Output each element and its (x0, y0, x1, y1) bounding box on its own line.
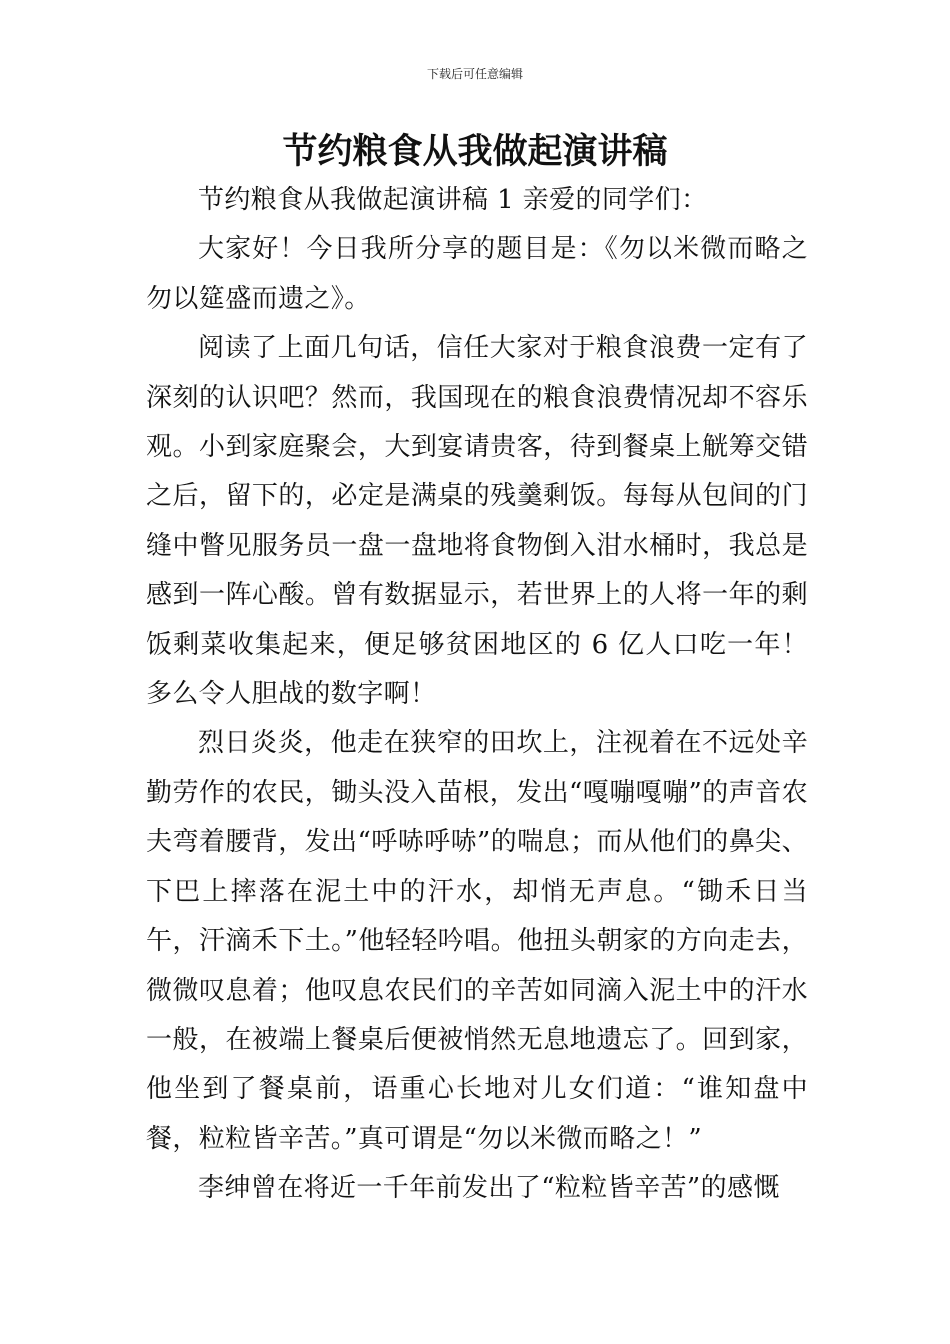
paragraph-li-shen: 李绅曾在将近一千年前发出了“粒粒皆辛苦”的感慨 (198, 1173, 780, 1204)
paragraph-topic: 大家好！今日我所分享的题目是：《勿以米微而略之勿以筵盛而遗之》。 (146, 234, 808, 314)
paragraph-waste: 阅读了上面几句话，信任大家对于粮食浪费一定有了深刻的认识吧？然而，我国现在的粮食浪费情况却不容乐观。小到家庭聚会，大到宴请贵客，待到餐桌上觥筹交错之后，留下的，必定是满桌的残羹剩饭。每每从包间的门缝中瞥见服务员一盘一盘地将食物倒入泔水桶时，我总是感到一阵心酸。曾有数据显示，若世界上的人将一年的剩饭剩菜收集起来，便足够贫困地区的 6 亿人口吃一年！多么令人胆战的数字啊！ (146, 333, 808, 710)
document-title: 节约粮食从我做起演讲稿 (282, 132, 668, 172)
paragraph-intro: 节约粮食从我做起演讲稿 1 亲爱的同学们： (198, 185, 708, 215)
paragraph-farmers: 烈日炎炎，他走在狭窄的田坎上，注视着在不远处辛勤劳作的农民，锄头没入苗根，发出“嘎嘣嘎嘣”的声音农夫弯着腰背，发出“呼哧呼哧”的喘息；而从他们的鼻尖、下巴上摔落在泥土中的汗水，却悄无声息。“锄禾日当午，汗滴禾下土。”他轻轻吟唱。他扭头朝家的方向走去，微微叹息着；他叹息农民们的辛苦如同滴入泥土中的汗水一般，在被端上餐桌后便被悄然无息地遗忘了。回到家，他坐到了餐桌前，语重心长地对儿女们道：“谁知盘中餐，粒粒皆辛苦。”真可谓是“勿以米微而略之！” (146, 728, 808, 1154)
document-body (146, 176, 808, 1214)
header-note: 下载后可任意编辑 (426, 67, 523, 81)
